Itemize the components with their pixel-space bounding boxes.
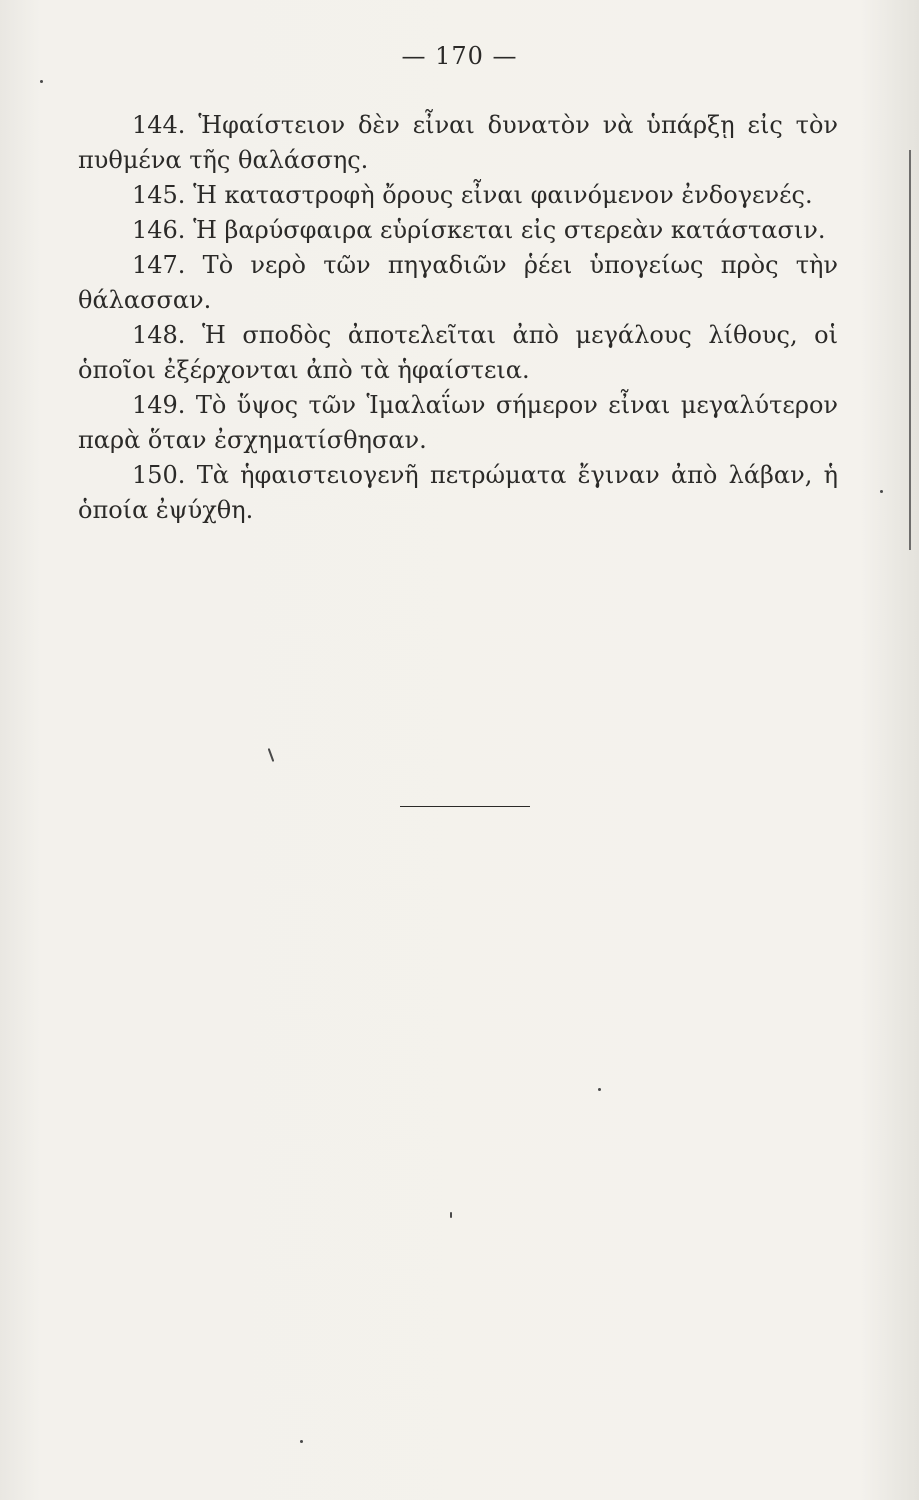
ink-speck bbox=[300, 1440, 303, 1443]
section-divider bbox=[400, 806, 530, 807]
question-item: 150. Τὰ ἡφαιστειογενῆ πετρώματα ἔγιναν ἀπὸ λάβαν, ἡ ὁποία ἐψύχθη. bbox=[78, 461, 838, 524]
ink-speck bbox=[268, 748, 275, 762]
page-edge-line bbox=[909, 150, 911, 550]
question-item: 148. Ἡ σποδὸς ἀποτελεῖται ἀπὸ μεγάλους λίθους, οἱ ὁποῖοι ἐξέρχονται ἀπὸ τὰ ἡφαίστεια. bbox=[78, 321, 838, 384]
page-number: — 170 — bbox=[401, 42, 518, 70]
question-item: 146. Ἡ βαρύσφαιρα εὑρίσκεται εἰς στερεὰν κατάστασιν. bbox=[132, 216, 826, 244]
ink-speck bbox=[598, 1088, 601, 1091]
ink-speck bbox=[880, 490, 883, 493]
question-list bbox=[78, 108, 838, 528]
question-item: 145. Ἡ καταστροφὴ ὄρους εἶναι φαινόμενον ἐνδογενές. bbox=[132, 181, 813, 209]
question-item: 144. Ἡφαίστειον δὲν εἶναι δυνατὸν νὰ ὑπάρξῃ εἰς τὸν πυθμένα τῆς θαλάσσης. bbox=[78, 111, 838, 174]
ink-speck bbox=[450, 1212, 452, 1218]
question-item: 149. Τὸ ὕψος τῶν Ἱμαλαΐων σήμερον εἶναι μεγαλύτερον παρὰ ὅταν ἐσχηματίσθησαν. bbox=[78, 391, 838, 454]
question-item: 147. Τὸ νερὸ τῶν πηγαδιῶν ῥέει ὑπογείως πρὸς τὴν θάλασσαν. bbox=[78, 251, 838, 314]
ink-speck bbox=[40, 80, 43, 83]
